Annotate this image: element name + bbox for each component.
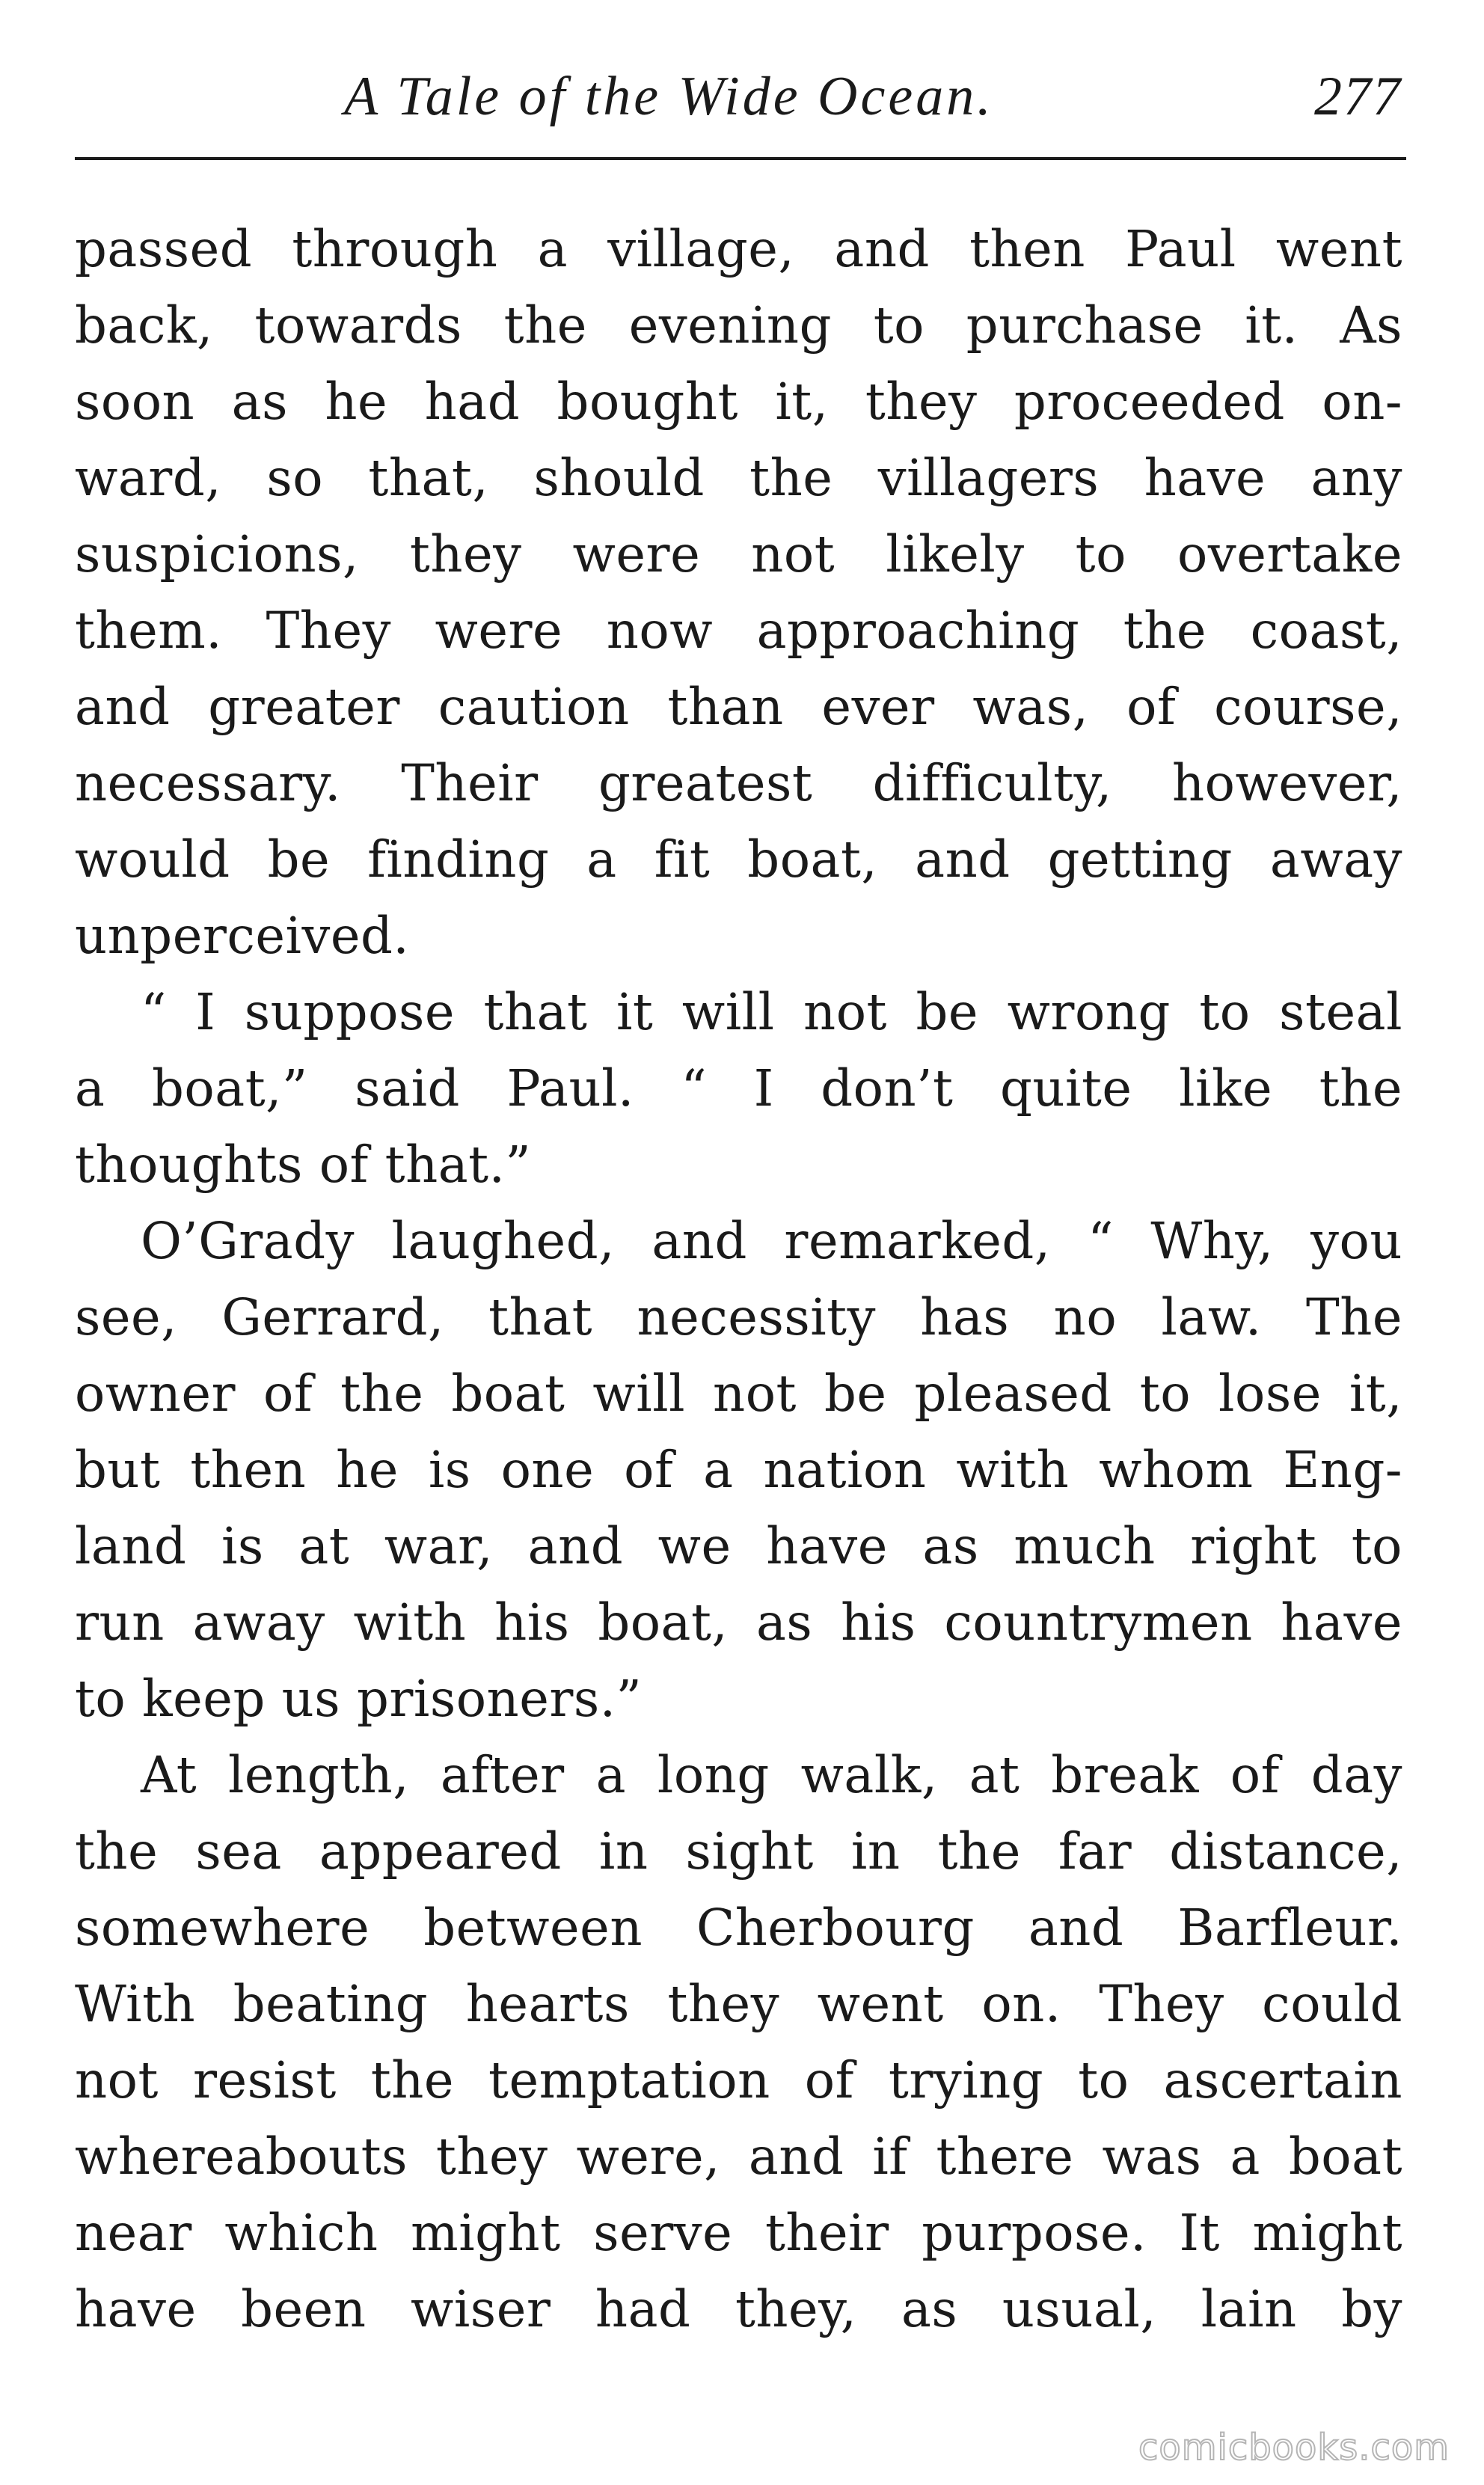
text-line: near which might serve their purpose. It might [75, 2204, 1402, 2262]
text-line: passed through a village, and then Paul went [75, 220, 1402, 278]
text-line: suspicions, they were not likely to overtake [75, 525, 1402, 583]
text-line: have been wiser had they, as usual, lain by [75, 2280, 1402, 2338]
text-line: see, Gerrard, that necessity has no law. The [75, 1288, 1402, 1346]
text-line: the sea appeared in sight in the far distance, [75, 1822, 1402, 1881]
page-number: 277 [1314, 66, 1402, 127]
watermark-logo: comicbooks.com [1138, 2427, 1450, 2469]
text-line: owner of the boat will not be pleased to lose it, [75, 1364, 1402, 1423]
text-line: would be finding a fit boat, and getting away [75, 830, 1402, 889]
text-line: necessary. Their greatest difficulty, however, [75, 754, 1402, 812]
text-line: ward, so that, should the villagers have any [75, 449, 1402, 507]
paragraph-2 [75, 974, 1402, 1203]
text-line: but then he is one of a nation with whom Eng- [75, 1441, 1402, 1499]
text-line: “ I suppose that it will not be wrong to steal [141, 983, 1402, 1041]
paragraph-4 [75, 1737, 1402, 2347]
text-line: O’Grady laughed, and remarked, “ Why, you [141, 1212, 1402, 1270]
text-line: With beating hearts they went on. They could [75, 1975, 1402, 2033]
text-line: whereabouts they were, and if there was a boat [75, 2127, 1402, 2186]
text-line: At length, after a long walk, at break of day [141, 1746, 1402, 1804]
text-line: back, towards the evening to purchase it. As [75, 296, 1402, 355]
text-line: thoughts of that.” [75, 1136, 532, 1194]
body-text [75, 211, 1402, 2347]
text-line: somewhere between Cherbourg and Barfleur. [75, 1899, 1402, 1957]
header-rule [75, 157, 1406, 160]
paragraph-3 [75, 1203, 1402, 1737]
running-head-title: A Tale of the Wide Ocean. [344, 66, 994, 127]
text-line: land is at war, and we have as much right to [75, 1517, 1402, 1575]
text-line: and greater caution than ever was, of course, [75, 678, 1402, 736]
text-line: a boat,” said Paul. “ I don’t quite like the [75, 1059, 1402, 1118]
text-line: them. They were now approaching the coast, [75, 601, 1402, 660]
text-line: not resist the temptation of trying to ascertain [75, 2051, 1402, 2109]
text-line: run away with his boat, as his countrymen have [75, 1593, 1402, 1652]
text-line: soon as he had bought it, they proceeded on- [75, 373, 1402, 431]
text-line: unperceived. [75, 907, 410, 965]
text-line: to keep us prisoners.” [75, 1670, 643, 1728]
paragraph-1 [75, 211, 1402, 974]
